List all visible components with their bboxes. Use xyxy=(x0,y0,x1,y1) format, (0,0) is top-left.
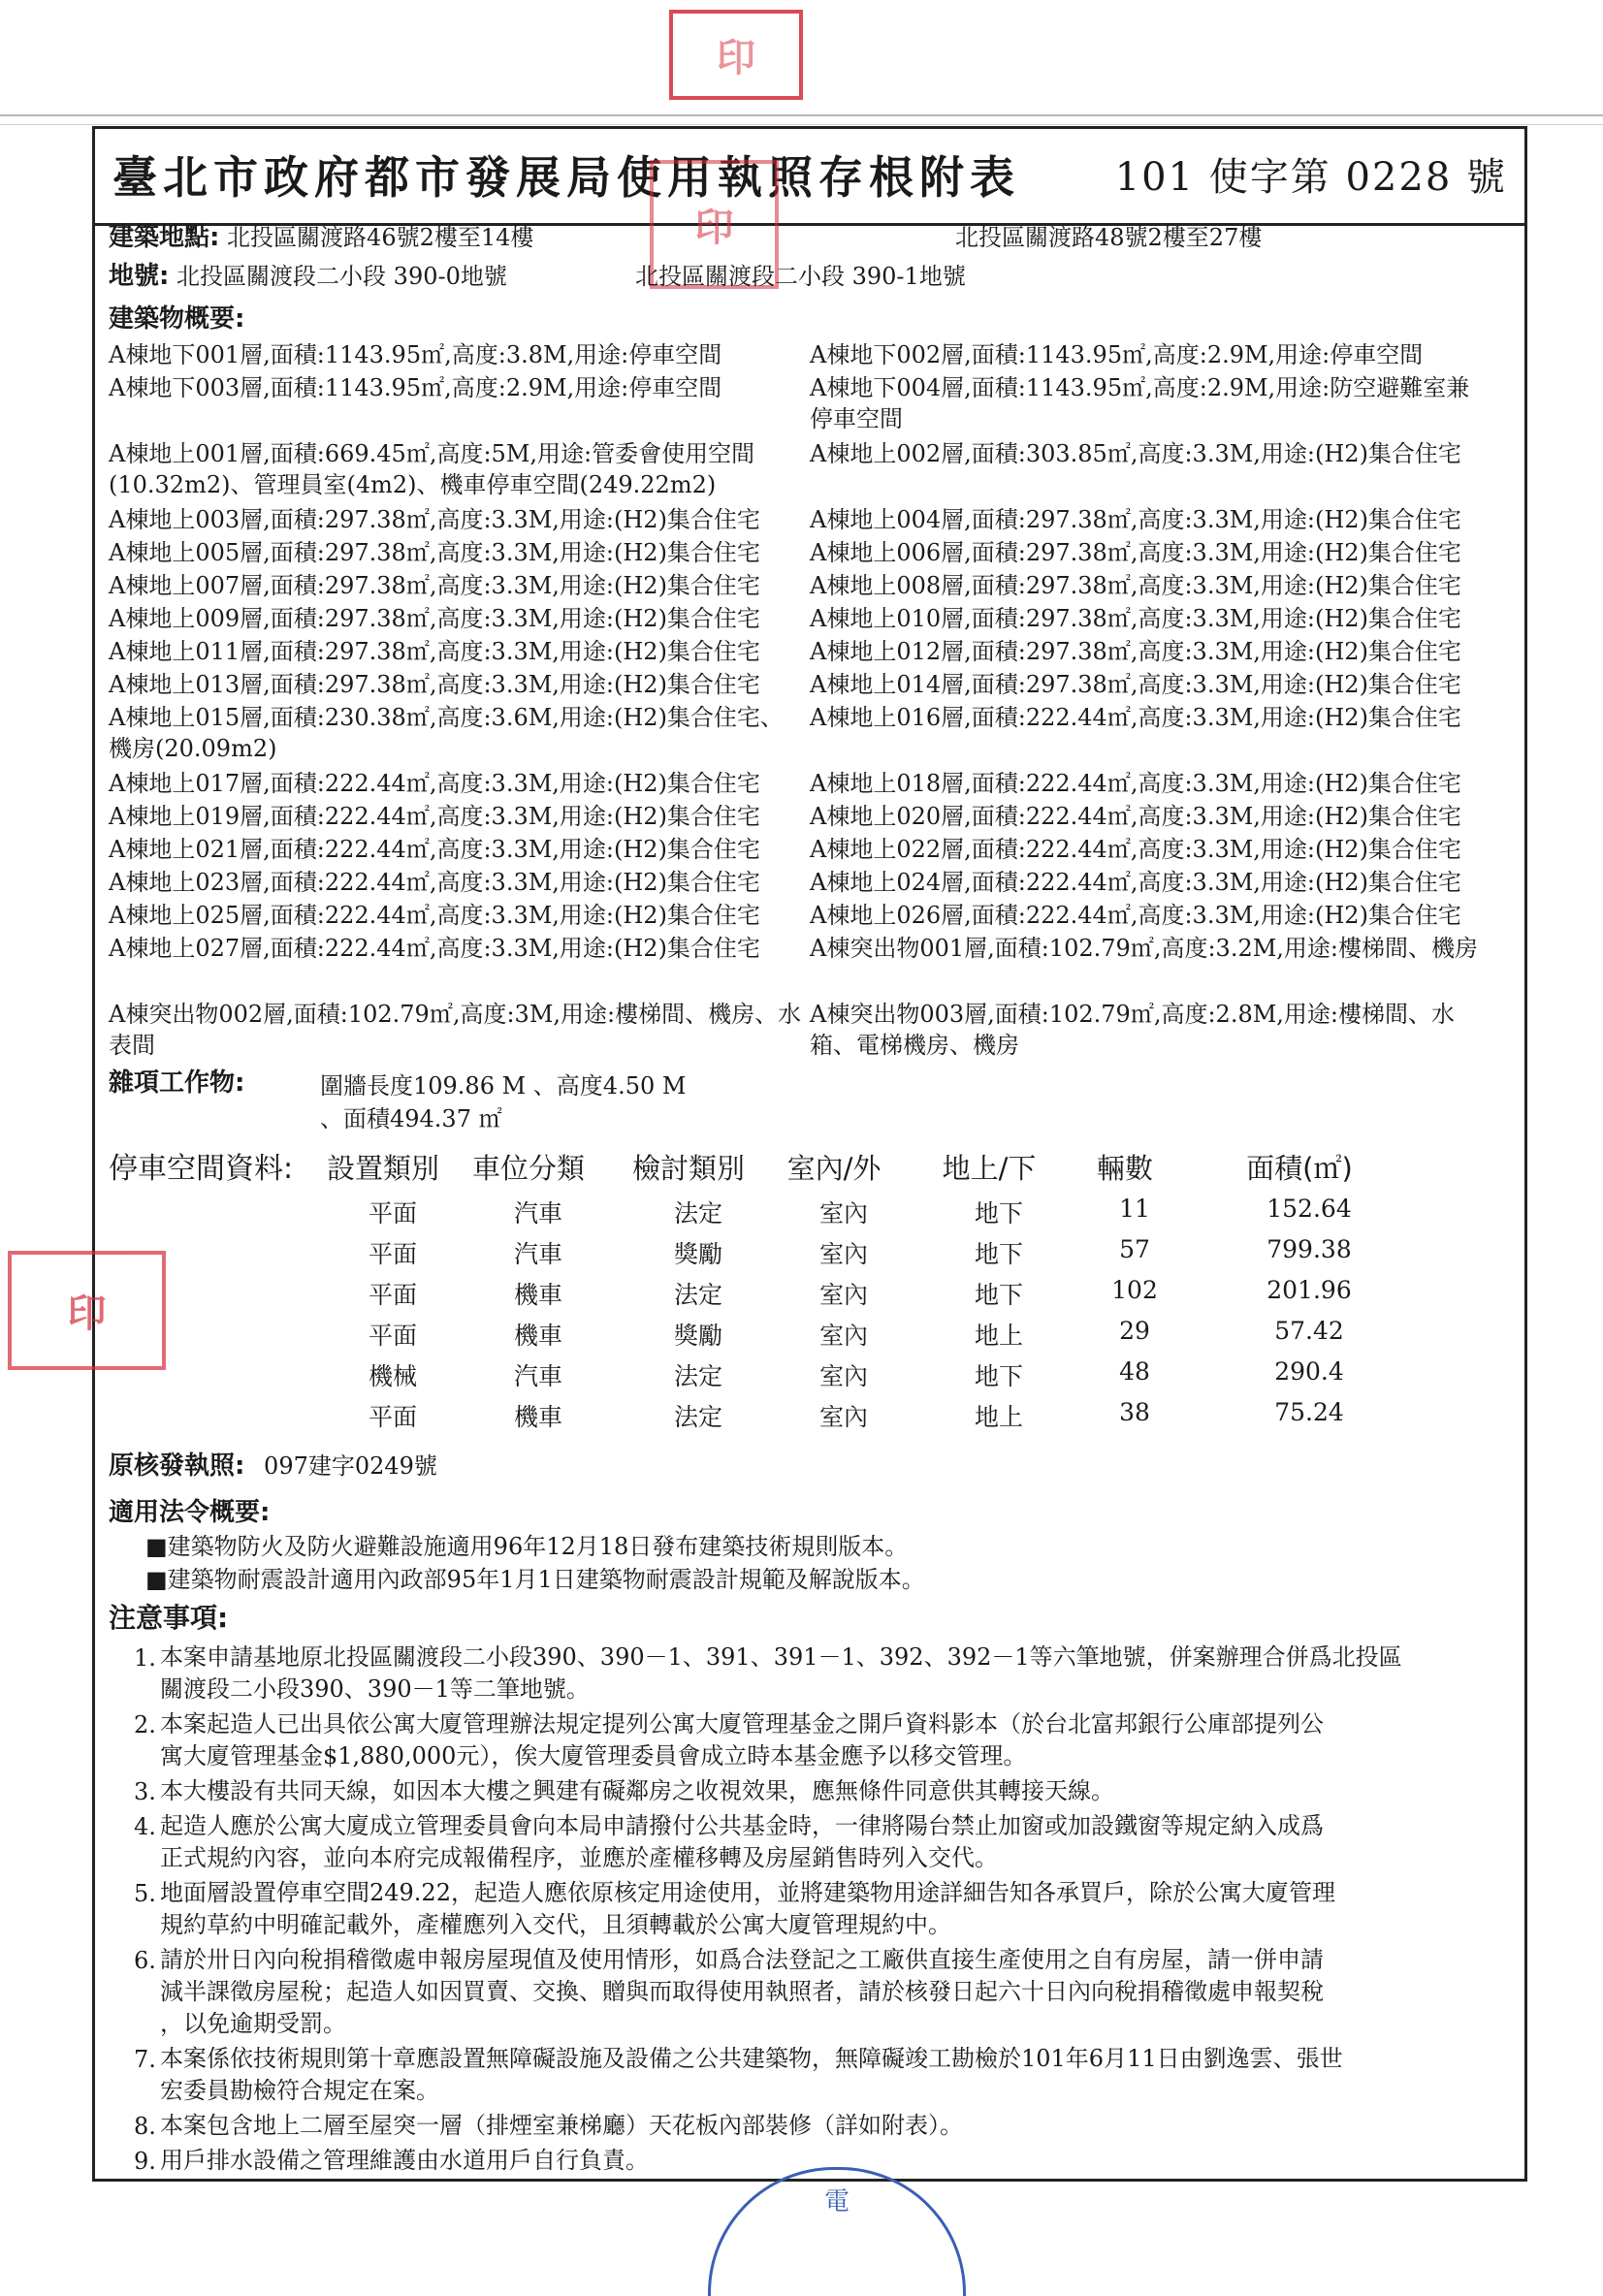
floor-entry: A棟突出物001層,面積:102.79㎡,高度:3.2M,用途:樓梯間、機房 xyxy=(810,935,1479,962)
floor-entry: A棟地上026層,面積:222.44㎡,高度:3.3M,用途:(H2)集合住宅 xyxy=(810,902,1461,929)
note-line: 關渡段二小段390、390－1等二筆地號。 xyxy=(160,1675,590,1703)
parking-cell: 48 xyxy=(1119,1357,1150,1386)
floor-entry: A棟地上013層,面積:297.38㎡,高度:3.3M,用途:(H2)集合住宅 xyxy=(109,671,760,698)
floor-entry: A棟地上027層,面積:222.44㎡,高度:3.3M,用途:(H2)集合住宅 xyxy=(109,935,760,962)
note-number: 7. xyxy=(134,2046,156,2073)
site-lot-1: 北投區關渡段二小段 390-0地號 xyxy=(176,263,507,290)
note-number: 2. xyxy=(134,1711,156,1738)
site-address-1: 北投區關渡路46號2樓至14樓 xyxy=(227,224,534,251)
parking-label: 停車空間資料: xyxy=(109,1152,294,1186)
note-line: 減半課徵房屋稅；起造人如因買賣、交換、贈與而取得使用執照者，請於核發日起六十日內向稅捐稽徵處申報契稅 xyxy=(160,1978,1324,2005)
parking-cell: 平面 xyxy=(368,1199,417,1228)
document-title: 臺北市政府都市發展局使用執照存根附表 xyxy=(112,151,1020,204)
parking-cell: 57 xyxy=(1119,1235,1150,1263)
parking-cell: 平面 xyxy=(368,1403,417,1431)
floor-entry: A棟地下001層,面積:1143.95㎡,高度:3.8M,用途:停車空間 xyxy=(109,341,722,368)
parking-header-cell: 檢討類別 xyxy=(631,1152,745,1185)
floor-entry: A棟地上008層,面積:297.38㎡,高度:3.3M,用途:(H2)集合住宅 xyxy=(810,572,1461,599)
parking-cell: 室內 xyxy=(818,1281,868,1309)
parking-header-cell: 室內/外 xyxy=(786,1152,882,1185)
site-address-2: 北投區關渡路48號2樓至27樓 xyxy=(955,224,1263,251)
floor-entry: A棟突出物003層,面積:102.79㎡,高度:2.8M,用途:樓梯間、水箱、電梯機房、機房 xyxy=(810,1001,1456,1059)
floor-entry: A棟地上025層,面積:222.44㎡,高度:3.3M,用途:(H2)集合住宅 xyxy=(109,902,760,929)
left-seal-text: 印 xyxy=(67,1291,107,1336)
parking-cell: 法定 xyxy=(673,1281,722,1309)
note-line: 正式規約內容，並向本府完成報備程序，並應於產權移轉及房屋銷售時列入交代。 xyxy=(160,1844,998,1871)
parking-cell: 地下 xyxy=(974,1281,1023,1309)
floor-entry: A棟突出物002層,面積:102.79㎡,高度:3M,用途:樓梯間、機房、水表間 xyxy=(109,1001,802,1059)
floor-entry: A棟地下003層,面積:1143.95㎡,高度:2.9M,用途:停車空間 xyxy=(109,374,722,401)
floor-entry: A棟地下002層,面積:1143.95㎡,高度:2.9M,用途:停車空間 xyxy=(810,341,1424,368)
parking-cell: 11 xyxy=(1119,1195,1150,1223)
laws-label: 適用法令概要: xyxy=(109,1498,271,1527)
floor-entry: A棟地上021層,面積:222.44㎡,高度:3.3M,用途:(H2)集合住宅 xyxy=(109,836,760,863)
bottom-blue-seal xyxy=(708,2167,966,2296)
parking-cell: 汽車 xyxy=(513,1199,562,1228)
parking-cell: 獎勵 xyxy=(673,1322,722,1350)
law-item: ■建築物耐震設計適用內政部95年1月1日建築物耐震設計規範及解說版本。 xyxy=(145,1566,925,1593)
law-item: ■建築物防火及防火避難設施適用96年12月18日發布建築技術規則版本。 xyxy=(145,1533,909,1560)
parking-cell: 汽車 xyxy=(513,1362,562,1390)
parking-cell: 地下 xyxy=(974,1240,1023,1268)
parking-header-cell: 面積(㎡) xyxy=(1246,1152,1353,1185)
note-line: 本案係依技術規則第十章應設置無障礙設施及設備之公共建築物，無障礙竣工勘檢於101年6月11日由劉逸雲、張世 xyxy=(160,2045,1343,2072)
parking-cell: 法定 xyxy=(673,1362,722,1390)
scan-edge-line xyxy=(0,124,1603,125)
site-address-label: 建築地點: xyxy=(109,223,220,252)
middle-seal-text: 印 xyxy=(694,205,734,250)
site-address-row xyxy=(109,221,533,254)
notes-label: 注意事項: xyxy=(109,1602,229,1634)
parking-cell: 室內 xyxy=(818,1403,868,1431)
parking-cell: 室內 xyxy=(818,1362,868,1390)
floor-entry: A棟地上024層,面積:222.44㎡,高度:3.3M,用途:(H2)集合住宅 xyxy=(810,869,1461,896)
left-red-seal xyxy=(8,1251,166,1370)
misc-label: 雜項工作物: xyxy=(109,1068,245,1098)
note-line: 宏委員勘檢符合規定在案。 xyxy=(160,2077,439,2104)
parking-cell: 29 xyxy=(1119,1317,1150,1345)
note-number: 1. xyxy=(134,1644,156,1672)
floor-entry: A棟地上006層,面積:297.38㎡,高度:3.3M,用途:(H2)集合住宅 xyxy=(810,539,1461,566)
note-line: ，以免逾期受罰。 xyxy=(160,2010,346,2037)
site-lot-2: 北投區關渡段二小段 390-1地號 xyxy=(635,263,966,290)
site-lot-label: 地號: xyxy=(109,262,170,291)
floor-entry: A棟地上003層,面積:297.38㎡,高度:3.3M,用途:(H2)集合住宅 xyxy=(109,506,760,533)
top-red-seal xyxy=(669,10,803,100)
parking-cell: 地下 xyxy=(974,1362,1023,1390)
parking-cell: 57.42 xyxy=(1274,1317,1344,1345)
original-permit-row xyxy=(109,1450,437,1483)
floor-entry: A棟地上017層,面積:222.44㎡,高度:3.3M,用途:(H2)集合住宅 xyxy=(109,770,760,797)
parking-cell: 290.4 xyxy=(1274,1357,1344,1386)
note-line: 起造人應於公寓大廈成立管理委員會向本局申請撥付公共基金時，一律將陽台禁止加窗或加設鐵窗等規定納入成爲 xyxy=(160,1812,1324,1839)
floor-entry: A棟地上020層,面積:222.44㎡,高度:3.3M,用途:(H2)集合住宅 xyxy=(810,803,1461,830)
floor-entry: A棟地上007層,面積:297.38㎡,高度:3.3M,用途:(H2)集合住宅 xyxy=(109,572,760,599)
parking-cell: 平面 xyxy=(368,1322,417,1350)
note-line: 本案包含地上二層至屋突一層（排煙室兼梯廳）天花板內部裝修（詳如附表）。 xyxy=(160,2112,963,2139)
note-number: 8. xyxy=(134,2113,156,2140)
parking-cell: 地下 xyxy=(974,1199,1023,1228)
parking-header-cell: 車位分類 xyxy=(471,1152,585,1185)
top-seal-text: 印 xyxy=(717,35,755,80)
floor-entry: A棟地上018層,面積:222.44㎡,高度:3.3M,用途:(H2)集合住宅 xyxy=(810,770,1461,797)
floor-entry: A棟地上010層,面積:297.38㎡,高度:3.3M,用途:(H2)集合住宅 xyxy=(810,605,1461,632)
floor-entry: A棟地上022層,面積:222.44㎡,高度:3.3M,用途:(H2)集合住宅 xyxy=(810,836,1461,863)
document-number: 101 使字第 0228 號 xyxy=(1114,155,1507,200)
floor-entry: A棟地上004層,面積:297.38㎡,高度:3.3M,用途:(H2)集合住宅 xyxy=(810,506,1461,533)
floor-entry: A棟地上019層,面積:222.44㎡,高度:3.3M,用途:(H2)集合住宅 xyxy=(109,803,760,830)
floor-entry: A棟地上023層,面積:222.44㎡,高度:3.3M,用途:(H2)集合住宅 xyxy=(109,869,760,896)
floor-entry: A棟地上002層,面積:303.85㎡,高度:3.3M,用途:(H2)集合住宅 xyxy=(810,440,1461,467)
parking-cell: 地上 xyxy=(974,1403,1023,1431)
parking-cell: 75.24 xyxy=(1274,1398,1344,1426)
parking-cell: 平面 xyxy=(368,1240,417,1268)
floor-entry: A棟地下004層,面積:1143.95㎡,高度:2.9M,用途:防空避難室兼停車空間 xyxy=(810,374,1470,432)
parking-cell: 38 xyxy=(1119,1398,1150,1426)
parking-cell: 法定 xyxy=(673,1403,722,1431)
site-lot-row xyxy=(109,260,507,293)
floor-entry: A棟地上001層,面積:669.45㎡,高度:5M,用途:管委會使用空間(10.32m2)、管理員室(4m2)、機車停車空間(249.22m2) xyxy=(109,440,755,498)
parking-cell: 室內 xyxy=(818,1322,868,1350)
parking-cell: 102 xyxy=(1111,1276,1158,1304)
parking-header-cell: 輛數 xyxy=(1096,1152,1153,1185)
parking-cell: 799.38 xyxy=(1266,1235,1352,1263)
scan-edge-line xyxy=(0,114,1603,116)
parking-cell: 法定 xyxy=(673,1199,722,1228)
note-line: 用戶排水設備之管理維護由水道用戶自行負責。 xyxy=(160,2147,649,2174)
original-permit-label: 原核發執照: xyxy=(109,1451,245,1481)
parking-cell: 平面 xyxy=(368,1281,417,1309)
parking-cell: 機械 xyxy=(368,1362,417,1390)
parking-cell: 室內 xyxy=(818,1240,868,1268)
parking-cell: 152.64 xyxy=(1266,1195,1352,1223)
note-line: 請於卅日內向稅捐稽徵處申報房屋現值及使用情形，如爲合法登記之工廠供直接生產使用之自有房屋，請一併申請 xyxy=(160,1946,1324,1973)
header-row xyxy=(95,129,1524,226)
parking-cell: 汽車 xyxy=(513,1240,562,1268)
note-line: 本大樓設有共同天線，如因本大樓之興建有礙鄰房之收視效果，應無條件同意供其轉接天線。 xyxy=(160,1777,1114,1804)
overview-label: 建築物概要: xyxy=(109,304,245,334)
floor-entry: A棟地上005層,面積:297.38㎡,高度:3.3M,用途:(H2)集合住宅 xyxy=(109,539,760,566)
note-line: 地面層設置停車空間249.22，起造人應依原核定用途使用，並將建築物用途詳細告知各承買戶，除於公寓大廈管理 xyxy=(160,1879,1335,1906)
note-number: 6. xyxy=(134,1947,156,1974)
bottom-seal-text: 電 xyxy=(823,2187,850,2216)
parking-cell: 機車 xyxy=(513,1281,562,1309)
parking-header-cell: 地上/下 xyxy=(942,1152,1037,1185)
note-number: 3. xyxy=(134,1778,156,1805)
original-permit-value: 097建字0249號 xyxy=(264,1452,437,1480)
floor-entry: A棟地上014層,面積:297.38㎡,高度:3.3M,用途:(H2)集合住宅 xyxy=(810,671,1461,698)
floor-entry: A棟地上016層,面積:222.44㎡,高度:3.3M,用途:(H2)集合住宅 xyxy=(810,704,1461,731)
parking-header-cell: 設置類別 xyxy=(326,1152,439,1185)
parking-cell: 獎勵 xyxy=(673,1240,722,1268)
misc-line-1: 圍牆長度109.86 M 、高度4.50 M xyxy=(320,1072,687,1100)
note-line: 規約草約中明確記載外，產權應列入交代，且須轉載於公寓大廈管理規約中。 xyxy=(160,1911,951,1938)
parking-cell: 地上 xyxy=(974,1322,1023,1350)
note-line: 寓大廈管理基金$1,880,000元），俟大廈管理委員會成立時本基金應予以移交管理。 xyxy=(160,1742,1027,1770)
note-line: 本案起造人已出具依公寓大廈管理辦法規定提列公寓大廈管理基金之開戶資料影本（於台北富邦銀行公庫部提列公 xyxy=(160,1710,1324,1738)
misc-line-2: 、面積494.37 ㎡ xyxy=(320,1105,502,1132)
parking-cell: 機車 xyxy=(513,1403,562,1431)
floor-entry: A棟地上009層,面積:297.38㎡,高度:3.3M,用途:(H2)集合住宅 xyxy=(109,605,760,632)
parking-cell: 機車 xyxy=(513,1322,562,1350)
note-number: 9. xyxy=(134,2148,156,2175)
note-number: 5. xyxy=(134,1880,156,1907)
floor-entry: A棟地上012層,面積:297.38㎡,高度:3.3M,用途:(H2)集合住宅 xyxy=(810,638,1461,665)
floor-entry: A棟地上011層,面積:297.38㎡,高度:3.3M,用途:(H2)集合住宅 xyxy=(109,638,760,665)
parking-cell: 201.96 xyxy=(1266,1276,1352,1304)
note-line: 本案申請基地原北投區關渡段二小段390、390－1、391、391－1、392、392－1等六筆地號，併案辦理合併爲北投區 xyxy=(160,1643,1402,1671)
floor-entry: A棟地上015層,面積:230.38㎡,高度:3.6M,用途:(H2)集合住宅、機房(20.09m2) xyxy=(109,704,784,762)
note-number: 4. xyxy=(134,1813,156,1840)
parking-cell: 室內 xyxy=(818,1199,868,1228)
